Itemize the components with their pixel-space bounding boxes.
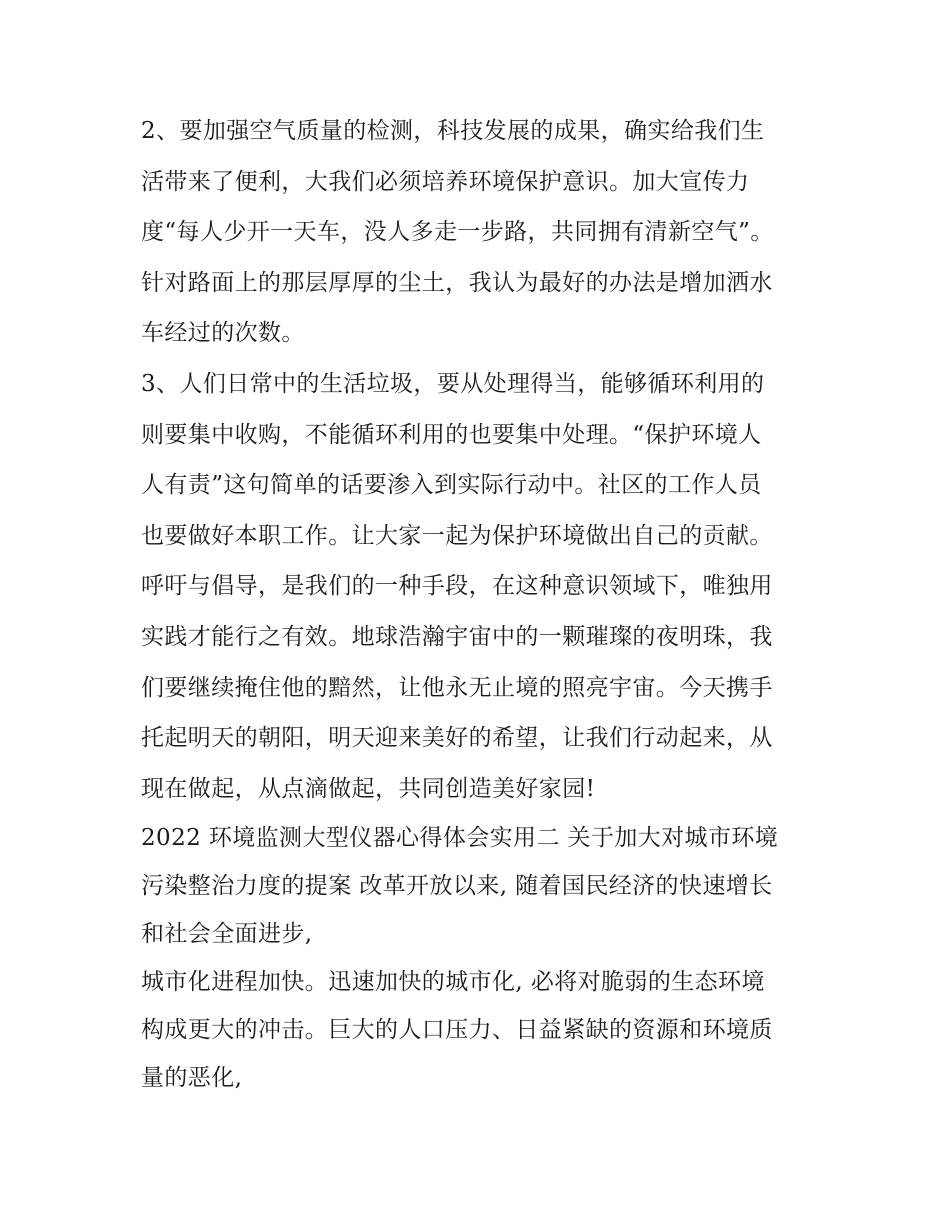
paragraph-line: 构成更大的冲击。巨大的人口压力、日益紧缺的资源和环境质: [141, 1017, 773, 1044]
document-body: [141, 106, 821, 1102]
paragraph-line: 现在做起，从点滴做起，共同创造美好家园!: [141, 775, 596, 802]
paragraph-line: 2022 环境监测大型仪器心得体会实用二 关于加大对城市环境: [141, 825, 779, 852]
paragraph-line: 托起明天的朝阳，明天迎来美好的希望，让我们行动起来，从: [141, 725, 773, 752]
paragraph-line: 3、人们日常中的生活垃圾，要从处理得当，能够循环利用的: [141, 370, 765, 397]
paragraph-line: 2、要加强空气质量的检测，科技发展的成果，确实给我们生: [141, 118, 765, 144]
paragraph-line: 实践才能行之有效。地球浩瀚宇宙中的一颗璀璨的夜明珠，我: [141, 623, 773, 650]
paragraph-line: 则要集中收购，不能循环利用的也要集中处理。“保护环境人: [141, 421, 762, 448]
paragraph-line: 度“每人少开一天车，没人多走一步路，共同拥有清新空气”。: [141, 219, 774, 246]
paragraph-line: 城市化进程加快。迅速加快的城市化, 必将对脆弱的生态环境: [141, 969, 765, 996]
paragraph-line: 活带来了便利，大我们必须培养环境保护意识。加大宣传力: [141, 168, 750, 195]
paragraph-line: 污染整治力度的提案 改革开放以来, 随着国民经济的快速增长: [141, 873, 773, 900]
paragraph-line: 量的恶化,: [141, 1065, 243, 1092]
paragraph-line: 们要继续掩住他的黯然，让他永无止境的照亮宇宙。今天携手: [141, 674, 773, 701]
paragraph-line: 车经过的次数。: [141, 320, 305, 347]
paragraph-line: 和社会全面进步,: [141, 921, 313, 948]
paragraph-line: 也要做好本职工作。让大家一起为保护环境做出自己的贡献。: [141, 522, 773, 549]
paragraph-line: 人有责”这句简单的话要渗入到实际行动中。社区的工作人员: [141, 472, 762, 499]
paragraph-line: 针对路面上的那层厚厚的尘土，我认为最好的办法是增加洒水: [141, 269, 773, 296]
paragraph-line: 呼吁与倡导，是我们的一种手段，在这种意识领域下，唯独用: [141, 573, 773, 600]
